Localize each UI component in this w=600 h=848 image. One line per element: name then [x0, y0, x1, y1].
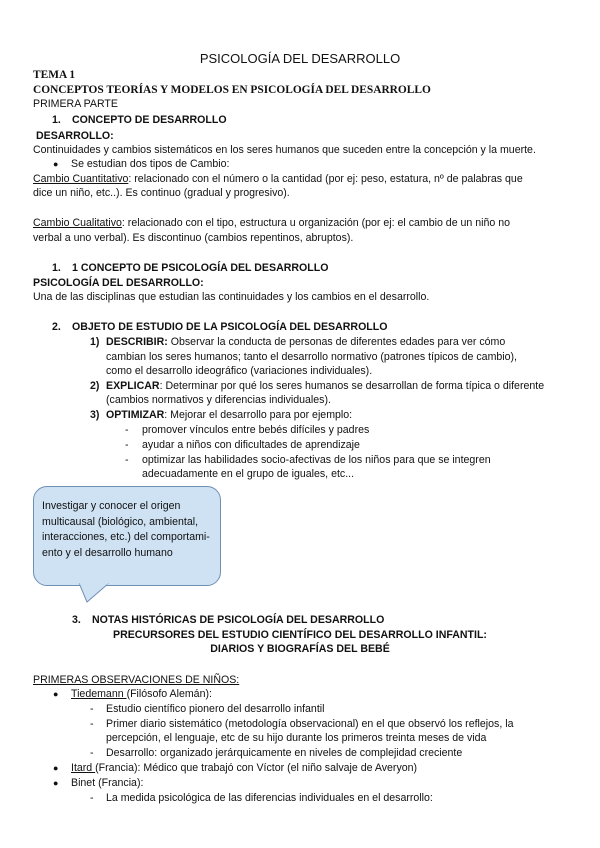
section-3-subheading-1: PRECURSORES DEL ESTUDIO CIENTÍFICO DEL DESARROLLO INFANTIL: [113, 629, 487, 641]
speech-bubble-tail-icon [79, 583, 109, 603]
speech-bubble-line: Investigar y conocer el origen [42, 500, 181, 512]
optimize-subitem: ayudar a niños con dificultades de aprendizaje [142, 439, 360, 451]
quantitative-change-label: Cambio Cuantitativo [33, 173, 129, 185]
tiedemann-name: Tiedemann [71, 688, 127, 700]
speech-bubble-line: interacciones, etc.) del comportami- [42, 531, 210, 543]
tiedemann-entry [71, 687, 212, 701]
dash-icon: - [90, 718, 94, 730]
dash-icon: - [125, 439, 129, 451]
itard-description: (Francia): Médico que trabajó con Víctor (el niño salvaje de Averyon) [95, 762, 418, 774]
change-types-bullet: Se estudian dos tipos de Cambio: [71, 158, 230, 170]
dash-icon: - [90, 747, 94, 759]
tema-label: TEMA 1 [33, 69, 76, 81]
section-1-1-number: 1. [52, 262, 61, 274]
qualitative-change-line1 [33, 216, 510, 230]
qualitative-change-label: Cambio Cualitativo [33, 217, 122, 229]
bullet-icon: ● [53, 778, 59, 788]
item-1-line3: como el desarrollo ideográfico (variaciones individuales). [106, 365, 373, 377]
document-subtitle: CONCEPTOS TEORÍAS Y MODELOS EN PSICOLOGÍA DEL DESARROLLO [33, 84, 431, 96]
item-1-line1 [106, 335, 505, 349]
qualitative-change-text: : relacionado con el tipo, estructura u organización (por ej: el cambio de un niño no [121, 217, 511, 229]
binet-entry [71, 776, 143, 790]
qualitative-change-line2: verbal a uno verbal). Es discontinuo (cambios repentinos, abruptos). [33, 232, 354, 244]
quantitative-change-text: : relacionado con el número o la cantidad (por ej: peso, estatura, nº de palabras que [128, 173, 523, 185]
document-title: PSICOLOGÍA DEL DESARROLLO [199, 51, 401, 66]
quantitative-change-line2: dice un niño, etc..). Es continuo (gradual y progresivo). [33, 187, 290, 199]
bullet-icon: ● [53, 763, 59, 773]
item-2-line2: (cambios normativos y diferencias individuales). [106, 394, 331, 406]
early-observations-heading: PRIMERAS OBSERVACIONES DE NIÑOS: [33, 674, 240, 686]
tiedemann-role: (Filósofo Alemán): [126, 688, 212, 700]
itard-name: Itard [71, 762, 96, 774]
tiedemann-item: Primer diario sistemático (metodología observacional) en el que observó los reflejos, la [106, 718, 514, 730]
item-1-line2: cambian los seres humanos; tanto el desarrollo normativo (patrones típicos de cambio), [106, 351, 518, 363]
bullet-icon: ● [53, 689, 59, 699]
section-1-number: 1. [52, 114, 61, 126]
speech-bubble-text [42, 499, 210, 561]
section-1-1-heading: 1 CONCEPTO DE PSICOLOGÍA DEL DESARROLLO [72, 262, 329, 274]
item-1-text: Observar la conducta de personas de diferentes edades para ver cómo [167, 336, 506, 348]
tiedemann-item-continued: percepción, el lenguaje, etc de su hijo durante los primeros treinta meses de vida [106, 732, 487, 744]
item-2-line1 [106, 379, 544, 393]
quantitative-change-line1 [33, 172, 523, 186]
dash-icon: - [125, 424, 129, 436]
psicologia-definition: Una de las disciplinas que estudian las continuidades y los cambios en el desarrollo. [33, 291, 430, 303]
desarrollo-definition: Continuidades y cambios sistemáticos en los seres humanos que suceden entre la concepción y la muerte. [33, 144, 536, 156]
item-1-number: 1) [90, 336, 100, 348]
dash-icon: - [90, 792, 94, 804]
psicologia-label: PSICOLOGÍA DEL DESARROLLO: [33, 277, 204, 289]
dash-icon: - [90, 703, 94, 715]
item-2-number: 2) [90, 380, 100, 392]
dash-icon: - [125, 454, 129, 466]
bullet-icon: ● [53, 159, 59, 169]
section-3-subheading-2: DIARIOS Y BIOGRAFÍAS DEL BEBÉ [210, 643, 390, 655]
itard-entry [71, 761, 417, 775]
item-3-line1 [106, 408, 352, 422]
section-1-heading: CONCEPTO DE DESARROLLO [72, 114, 227, 126]
binet-item: La medida psicológica de las diferencias individuales en el desarrollo: [106, 792, 433, 804]
optimize-subitem: optimizar las habilidades socio-afectivas de los niños para que se integren [142, 454, 491, 466]
speech-bubble-line: multicausal (biológico, ambiental, [42, 515, 199, 528]
tiedemann-item: Estudio científico pionero del desarrollo infantil [106, 703, 325, 715]
optimize-subitem-continued: adecuadamente en el grupo de iguales, etc... [142, 468, 355, 480]
part-label: PRIMERA PARTE [33, 98, 118, 110]
item-3-text: : Mejorar el desarrollo para por ejemplo: [164, 409, 353, 421]
item-3-label: OPTIMIZAR [106, 409, 165, 421]
binet-origin: (Francia): [98, 777, 144, 789]
section-3-number: 3. [72, 614, 81, 626]
binet-name: Binet [71, 777, 99, 789]
speech-bubble-line: ento y el desarrollo humano [42, 546, 173, 559]
item-2-text: : Determinar por qué los seres humanos se desarrollan de forma típica o diferente [159, 380, 545, 392]
section-2-heading: OBJETO DE ESTUDIO DE LA PSICOLOGÍA DEL DESARROLLO [72, 321, 388, 333]
item-1-label: DESCRIBIR: [106, 336, 168, 348]
desarrollo-label: DESARROLLO: [36, 130, 114, 142]
item-2-label: EXPLICAR [106, 380, 160, 392]
section-3-heading: NOTAS HISTÓRICAS DE PSICOLOGÍA DEL DESARROLLO [92, 614, 385, 626]
tiedemann-item: Desarrollo: organizado jerárquicamente en niveles de complejidad creciente [106, 747, 463, 759]
optimize-subitem: promover vínculos entre bebés difíciles y padres [142, 424, 370, 436]
section-2-number: 2. [52, 321, 61, 333]
item-3-number: 3) [90, 409, 100, 421]
